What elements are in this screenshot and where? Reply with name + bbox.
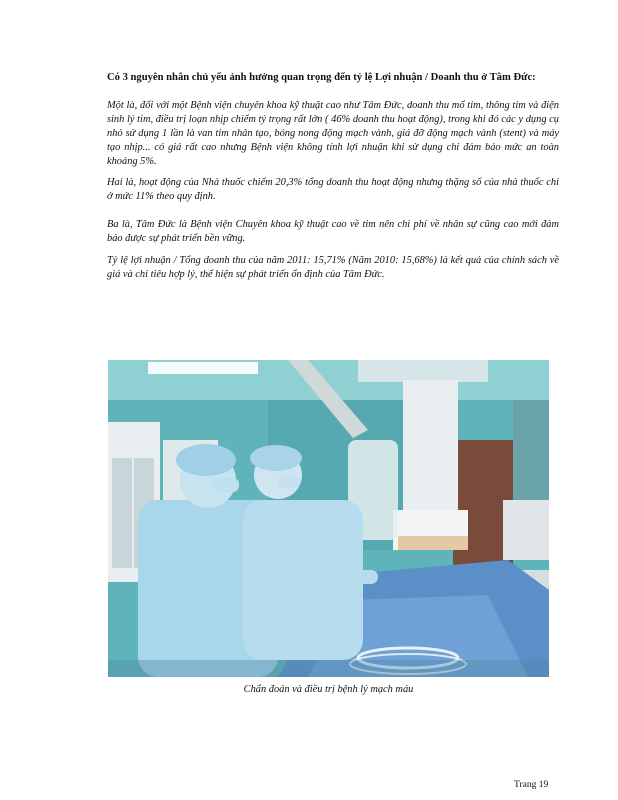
paragraph-reason-two: Hai là, hoạt động của Nhà thuốc chiếm 20,3% tổng doanh thu hoạt động nhưng thặng số của nhà thuốc chỉ ở mức 11% theo quy định.	[107, 177, 559, 202]
section-heading: Có 3 nguyên nhân chủ yếu ảnh hưởng quan trọng đến tỷ lệ Lợi nhuận / Doanh thu ở Tâm Đức:	[107, 72, 536, 83]
page-number: Trang 19	[514, 780, 549, 790]
paragraph-reason-one: Một là, đối với một Bệnh viện chuyên khoa kỹ thuật cao như Tâm Đức, doanh thu mổ tim, thông tim và điện sinh lý tim, điều trị loạn nhịp chiếm tỷ trọng rất lớn ( 46% doanh thu hoạt động), trong khi đó các y dụng cụ nhỏ sử dụng 1 lần là van tim nhân tạo, bóng nong động mạch vành, giá đỡ động mạch vành (stent) và máy tạo nhịp... có giá rất cao nhưng Bệnh viện không tính lợi nhuận khi sử dụng chỉ đảm bảo mức an toàn khoảng 5%.	[107, 100, 559, 167]
paragraph-reason-three: Ba là, Tâm Đức là Bệnh viện Chuyên khoa kỹ thuật cao về tim nên chi phí về nhân sự cũng cao mới đảm bảo được sự phát triển bền vững.	[107, 219, 559, 244]
photo-caption: Chẩn đoán và điều trị bệnh lý mạch máu	[243, 684, 414, 695]
paragraph-profit-ratio: Tỷ lệ lợi nhuận / Tổng doanh thu của năm 2011: 15,71% (Năm 2010: 15,68%) là kết quả của chính sách về giá và chi tiêu hợp lý, thể hiện sự phát triển ổn định của Tâm Đức.	[107, 255, 559, 280]
procedure-photo	[108, 360, 549, 677]
